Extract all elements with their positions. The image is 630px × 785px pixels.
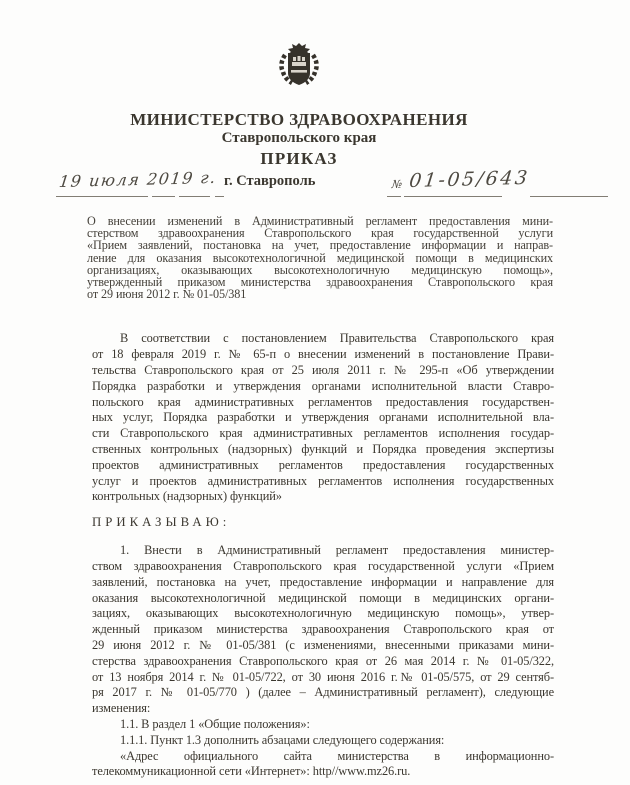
text-line: от 13 ноября 2014 г. № 01-05/722, от 30 июня 2016 г.№ 01-05/575, от 29 сентяб-	[92, 669, 554, 684]
date-underline	[56, 194, 148, 197]
text-line: 1. Внести в Административный регламент предоставления министер-	[120, 543, 554, 558]
text-line: 29 июня 2012 г. № 01-05/381 (с изменениями, внесенными приказами мини-	[92, 637, 554, 652]
number-underline	[387, 194, 401, 197]
city-label: г. Ставрополь	[224, 173, 316, 189]
text-line: зациях, оказывающих высокотехнологичную медицинскую помощь», утвер-	[92, 606, 554, 621]
text-line: тельства Ставропольского края от 25 июля 2011 г. № 295-п «Об утверждении	[92, 363, 554, 378]
text-line: от 29 июня 2012 г. № 01-05/381	[87, 287, 247, 302]
number-underline	[404, 194, 502, 197]
text-line: стерства здравоохранения Ставропольского края от 26 мая 2014 г. № 01-05/322,	[92, 653, 554, 668]
text-line: 1.1.1. Пункт 1.3 дополнить абзацами следующего содержания:	[120, 732, 445, 747]
text-line: изменения:	[92, 701, 151, 716]
text-line: ством здравоохранения Ставропольского края государственной услуги «Прием	[92, 558, 554, 573]
text-line: проектов административных регламентов предоставления государственных	[92, 457, 554, 472]
text-line: 1.1. В раздел 1 «Общие положения»:	[120, 716, 310, 731]
text-line: О внесении изменений в Административный регламент предоставления мини-	[87, 214, 553, 228]
text-line: сти Ставропольского края административных регламентов исполнения государ-	[92, 426, 554, 441]
ministry-region: Ставропольского края	[221, 130, 377, 146]
ministry-name: МИНИСТЕРСТВО ЗДРАВООХРАНЕНИЯ	[130, 110, 468, 129]
text-line: ных услуг, Порядка разработки и утверждения органами исполнительной вла-	[92, 410, 554, 425]
document-header	[0, 42, 598, 168]
date-underline	[179, 194, 210, 197]
date-underline	[215, 194, 224, 197]
subject-paragraph	[87, 215, 553, 300]
text-line: В соответствии с постановлением Правительства Ставропольского края	[120, 331, 554, 346]
text-line: ря 2017 г. № 01-05/770 ) (далее – Административный регламент), следующие	[92, 685, 554, 700]
handwritten-number: 01-05/643	[408, 166, 531, 192]
text-line: жденный приказом министерства здравоохранения Ставропольского края от	[92, 622, 554, 637]
order-item-1-1	[92, 717, 554, 733]
date-underline	[152, 194, 175, 197]
text-line: услуг и проектов административных регламентов исполнения государственных	[92, 473, 554, 488]
text-line: от 18 февраля 2019 г. № 65-п о внесении изменений в постановление Прави-	[92, 347, 554, 362]
handwritten-date: 19 июля 2019 г.	[58, 167, 218, 191]
text-line: польского края административных регламентов предоставления государствен-	[92, 394, 554, 409]
text-line: организациях, оказывающих высокотехнологичную медицинскую помощь»,	[87, 262, 553, 277]
text-line: «Прием заявлений, постановка на учет, предоставление информации и направ-	[87, 238, 553, 253]
number-underline	[530, 194, 608, 197]
text-line: телекоммуникационной сети «Интернет»: http//www.mz26.ru.	[92, 764, 411, 779]
text-line: контрольных (надзорных) функций»	[92, 489, 282, 504]
document-type-title: ПРИКАЗ	[260, 149, 338, 168]
text-line: стерством здравоохранения Ставропольского края государственной услуги	[87, 226, 553, 241]
text-line: Порядка разработки и утверждения органами исполнительной власти Ставро-	[92, 378, 554, 393]
stavropol-coat-of-arms-icon	[276, 42, 322, 94]
text-line: заявлений, постановка на учет, предоставление информации и направление для	[92, 574, 554, 589]
order-word: ПРИКАЗЫВАЮ:	[92, 515, 231, 530]
text-line: утвержденный приказом министерства здравоохранения Ставропольского края	[87, 275, 553, 290]
text-line: оказания высокотехнологичной медицинской помощи в медицинских органи-	[92, 590, 554, 605]
text-line: ственных контрольных (надзорных) функций и Порядка проведения экспертизы	[92, 442, 554, 456]
preamble-paragraph	[92, 331, 554, 505]
number-sign: №	[391, 177, 403, 191]
text-line: «Адрес официального сайта министерства в информационно-	[120, 748, 554, 763]
order-item-1-1-1	[92, 733, 554, 749]
order-item-1	[92, 543, 554, 717]
website-address-paragraph	[92, 749, 554, 781]
text-line: ление для оказания высокотехнологичной медицинской помощи в медицинских	[87, 250, 553, 265]
date-number-row	[0, 166, 630, 202]
